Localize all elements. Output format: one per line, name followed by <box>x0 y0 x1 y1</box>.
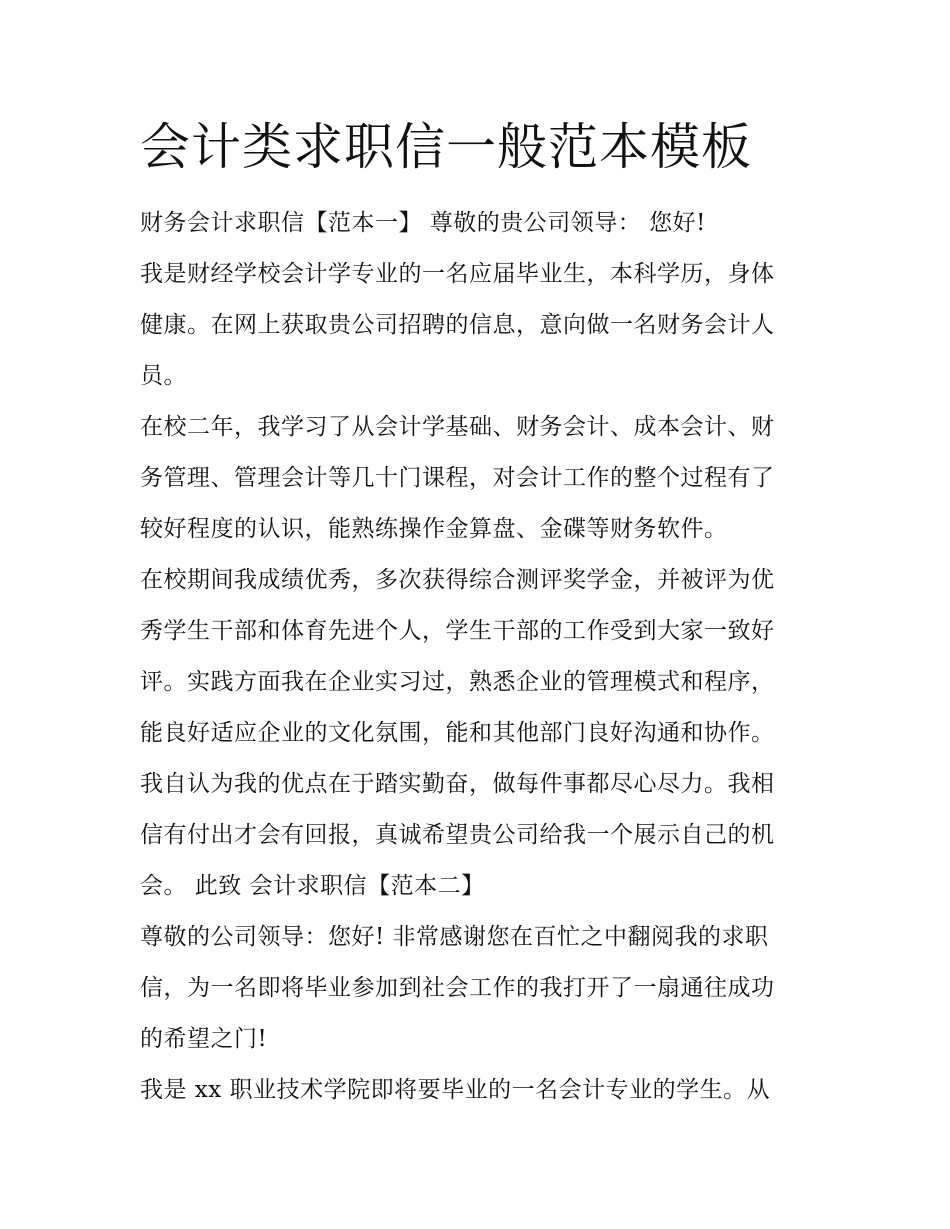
body-line: 较好程度的认识，能熟练操作金算盘、金碟等财务软件。 <box>140 516 728 542</box>
body-line: 我是 xx 职业技术学院即将要毕业的一名会计专业的学生。从 <box>140 1077 771 1103</box>
body-line: 评。实践方面我在企业实习过，熟悉企业的管理模式和程序， <box>140 669 775 695</box>
body-line: 员。 <box>140 363 187 389</box>
document-body <box>140 198 820 1116</box>
body-line: 财务会计求职信【范本一】 尊敬的贵公司领导： 您好! <box>140 210 706 236</box>
document-title: 会计类求职信一般范本模板 <box>140 118 752 176</box>
body-line: 我是财经学校会计学专业的一名应届毕业生，本科学历，身体 <box>140 261 775 287</box>
body-line: 能良好适应企业的文化氛围，能和其他部门良好沟通和协作。 <box>140 720 775 746</box>
body-line: 在校二年，我学习了从会计学基础、财务会计、成本会计、财 <box>140 414 775 440</box>
body-line: 我自认为我的优点在于踏实勤奋，做每件事都尽心尽力。我相 <box>140 771 775 797</box>
body-line: 信有付出才会有回报，真诚希望贵公司给我一个展示自己的机 <box>140 822 775 848</box>
body-line: 在校期间我成绩优秀，多次获得综合测评奖学金，并被评为优 <box>140 567 775 593</box>
body-line: 的希望之门! <box>140 1026 268 1052</box>
body-line: 务管理、管理会计等几十门课程，对会计工作的整个过程有了 <box>140 465 775 491</box>
body-line: 健康。在网上获取贵公司招聘的信息，意向做一名财务会计人 <box>140 312 775 338</box>
body-line: 尊敬的公司领导：您好! 非常感谢您在百忙之中翻阅我的求职 <box>140 924 769 950</box>
body-line: 信，为一名即将毕业参加到社会工作的我打开了一扇通往成功 <box>140 975 775 1001</box>
body-line: 秀学生干部和体育先进个人，学生干部的工作受到大家一致好 <box>140 618 775 644</box>
body-line: 会。 此致 会计求职信【范本二】 <box>140 873 485 899</box>
